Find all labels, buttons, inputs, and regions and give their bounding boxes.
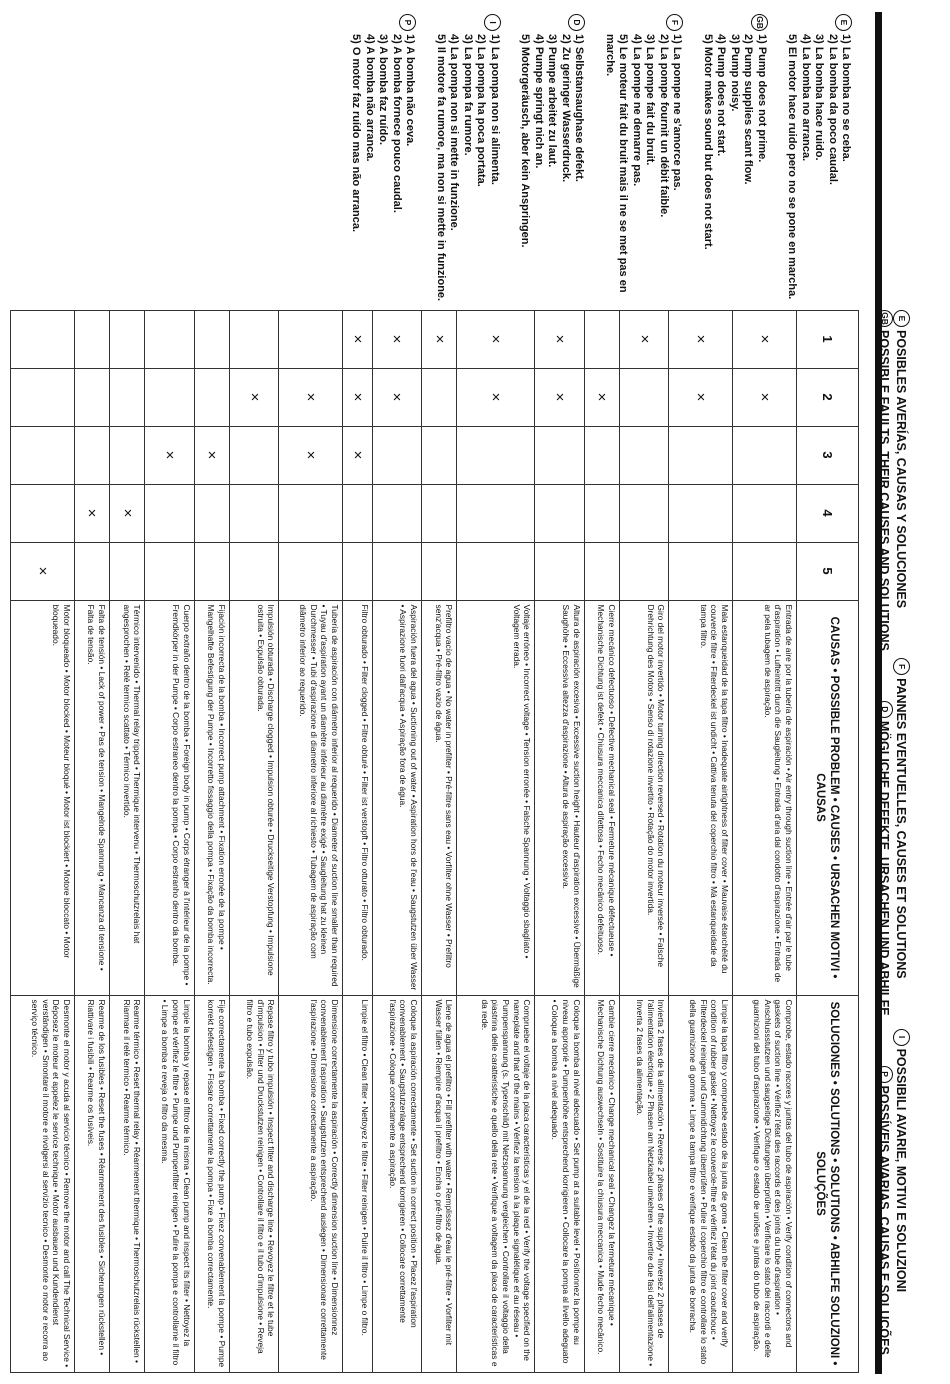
mark-cell (372, 484, 421, 542)
cross-mark: × (487, 392, 505, 402)
language-code-badge: D (876, 701, 893, 718)
cross-mark: × (302, 392, 320, 402)
mark-cell (343, 310, 373, 368)
mark-cell (145, 426, 194, 484)
title-segment (876, 1066, 893, 1355)
cross-mark: × (348, 450, 366, 460)
mark-cell (145, 310, 194, 368)
title-text: POSSÍVEIS AVARIAS, CAUSAS E SOLUÇÕES (877, 1085, 892, 1355)
cause-text: Cierre mecánico defectuoso • Defective mechanical seal • Fermeture mécanique défectueuse • Mechanische Dichtung ist defekt • Chiusura meccanica difettosa • Fecho mecânico defeituoso. (584, 600, 619, 995)
cross-mark: × (550, 392, 568, 402)
problem-item: 5) O motor faz ruído mas não arranca. (350, 34, 363, 233)
mark-cell (110, 542, 145, 600)
mark-cell (457, 368, 535, 426)
problem-item: 3) Pumpe arbeitet zu laut. (546, 34, 559, 168)
language-code-badge: D (568, 14, 585, 31)
mark-cell (584, 310, 619, 368)
problem-item: 1) Pump does not prime. (755, 34, 768, 163)
solution-text: Llene de agua el prefiltro • Fill prefilter with water • Remplissez d'eau le pré-filtre • Vorfilter mit Wasser füllen • Riempire d'acqua il prefiltro • Encha o pré-filtro de água. (422, 995, 457, 1372)
mark-cell (457, 542, 535, 600)
cause-text: Motor bloqueado • Motor blocked • Moteur bloqué • Motor ist blockiert • Motore bloccato • Motor bloqueado. (11, 600, 75, 995)
problem-item: 3) La pompe fait du bruit. (644, 34, 657, 166)
mark-cell (229, 484, 278, 542)
cross-mark: × (388, 334, 406, 344)
mark-cell (457, 310, 535, 368)
cross-mark: × (203, 450, 221, 460)
problem-item: 2) La pompe fournit un débit faible. (657, 34, 670, 218)
title-text: PANNES EVENTUELLES, CAUSES ET SOLUTIONS (894, 678, 909, 979)
mark-cell (422, 542, 457, 600)
solution-text: Desmonte el motor y acuda al servicio técnico • Remove the motor and call The Technical Service • Déposez le moteur et appelez le service technique • Motor ausbauen und Kundendienst verständigen • Smontare il motore e rivolgersi al servizio tecnico • Desmonte o motor e recorra ao serviço técnico. (11, 995, 75, 1372)
mark-cell (584, 426, 619, 484)
title-row (858, 10, 910, 1372)
mark-cell (279, 484, 343, 542)
mark-cell (343, 542, 373, 600)
cause-text: Tubería de aspiración con diámetro inferior al requerido • Diameter of suction line smaller than required • Tuyau d'aspiration ayant un diamètre inférieur au diamètre exigé • Saugleitung hat zu kleinen Durchmesser • Tubi d'aspirazione di diametro inferiore al richiesto • Tubagem de aspiração com diâmetro inferior ao requerido. (279, 600, 343, 995)
problem-item: 4) La bomba no arranca. (799, 34, 812, 162)
title-segment (893, 1029, 910, 1293)
solution-text: Rearme de los fusibles • Reset the fuses • Réarmement des fusibles • Sicherungen rückstellen • Riattivare i fusibili • Rearme os fusíveis. (74, 995, 109, 1372)
solution-text: Rearme térmico • Reset thermal relay • Réarmement thermique • Thermoschutzrelais rückstellen • Riarmare il relè termico • Rearme térmico. (110, 995, 145, 1372)
title-segment (876, 701, 893, 1016)
solution-text: Coloque la aspiración correctamente • Set suction in correct position • Placez l'aspiration convenablement • Saugstutzenlage entsprechend korrigieren • Collocare correttamente l'aspirazione • Coloque correctamente a aspiração. (372, 995, 421, 1372)
mark-cell (457, 484, 535, 542)
language-code-badge: I (893, 1029, 910, 1046)
solution-text: Dimensione correctamente la aspiración • Correctly dimension suction line • Dimensionnez convenablement l'aspiration • Saugstutzen entsprechend auslegen • Dimensionare correttamente l'aspirazione • Dimensione correctamente a aspiração. (279, 995, 343, 1372)
language-code-badge: E (835, 14, 852, 31)
mark-cell (372, 310, 421, 368)
mark-cell (619, 368, 668, 426)
problem-item: 2) Zu geringer Wasserdruck. (559, 34, 572, 183)
problem-item: 5) Motorgeräusch, aber kein Anspringen. (519, 34, 532, 248)
cross-mark: × (83, 508, 101, 518)
problem-items (349, 34, 417, 306)
cause-text: Filtro obturado • Filter clogged • Filtre obturé • Filter ist verstopft • Filtro otturato • Filtro obturado. (343, 600, 373, 995)
mark-cell (733, 542, 797, 600)
mark-cell (669, 542, 733, 600)
mark-cell (110, 484, 145, 542)
mark-cell (194, 368, 229, 426)
solution-text: Compruebe el voltaje de la placa características y el de la red • Verify the voltage specified on the nameplate and that of the mains • Vérifiez la tension à la plaque signalétique et au réseau • Pumpenspannung (s. Typenschild) mit Netzspannung vergleichen • Controllare il voltaggio della piastrina delle caratteristiche e quello della rete • Verifique a voltagem da placa de características e da rede. (457, 995, 535, 1372)
mark-cell (74, 310, 109, 368)
problem-item: 5) El motor hace ruido pero no se pone en marcha. (786, 34, 799, 300)
mark-cell (584, 542, 619, 600)
problem-item: 4) La pompe ne demarre pas. (630, 34, 643, 187)
column-number-1: 1 (796, 310, 858, 368)
problem-items (518, 34, 586, 306)
mark-cell (584, 484, 619, 542)
mark-cell (194, 484, 229, 542)
problem-language-block (433, 14, 501, 306)
problem-items (433, 34, 501, 306)
mark-cell (619, 426, 668, 484)
mark-cell (669, 484, 733, 542)
mark-cell (194, 310, 229, 368)
cause-text: Altura de aspiración excesiva • Excessive suction height • Hauteur d'aspiration excessive • Übermäßige Saughöhe • Eccessiva altezza d'aspirazione • Altura de aspiração excessiva. (535, 600, 584, 995)
causes-header: CAUSAS • POSSIBLE PROBLEM • CAUSES • URSACHEN MOTIVI • CAUSAS (796, 600, 858, 995)
problem-item: 1) La bomba no se ceba. (840, 34, 853, 162)
mark-cell (279, 426, 343, 484)
mark-cell (110, 368, 145, 426)
header-row (796, 10, 858, 1372)
title-text: POSSIBILI AVARIE, MOTIVI E SOLUZIONI (894, 1048, 909, 1293)
cross-mark: × (755, 392, 773, 402)
mark-cell (422, 484, 457, 542)
cross-mark: × (635, 334, 653, 344)
mark-cell (11, 426, 75, 484)
problem-item: 5) Le moteur fait du bruit mais il ne se met pas en marche. (603, 34, 630, 293)
language-code-badge: P (876, 1066, 893, 1083)
cross-mark: × (118, 508, 136, 518)
cross-mark: × (755, 334, 773, 344)
cause-text: Cuerpo extraño dentro de la bomba • Foreign body in pump • Corps étranger à l'intérieur de la pompe • Fremdkörper in der Pumpe • Corpo estraneo dentro la pompa • Corpo estranho dentro da bomba. (145, 600, 194, 995)
column-number-2: 2 (796, 368, 858, 426)
mark-cell (669, 426, 733, 484)
mark-cell (229, 368, 278, 426)
mark-cell (74, 484, 109, 542)
mark-cell (229, 542, 278, 600)
mark-cell (372, 368, 421, 426)
table-title (858, 310, 910, 1372)
problem-item: 2) La bomba da poco caudal. (826, 34, 839, 185)
mark-cell (11, 310, 75, 368)
mark-cell (733, 484, 797, 542)
mark-cell (279, 542, 343, 600)
title-spacer (858, 10, 910, 310)
problem-language-block (785, 14, 853, 306)
problem-item: 4) A bomba não arranca. (363, 34, 376, 162)
troubleshooting-table (10, 10, 910, 1373)
mark-cell (372, 542, 421, 600)
problem-language-block (518, 14, 586, 306)
solution-text: Limpie el filtro • Clean filter • Nettoyez le filtre • Filter reinigen • Pulire il filtro • Limpe o filtro. (343, 995, 373, 1372)
cross-mark: × (593, 392, 611, 402)
mark-cell (619, 310, 668, 368)
problem-item: 1) La pompe ne s'amorce pas. (671, 34, 684, 191)
cross-mark: × (302, 450, 320, 460)
cross-mark: × (487, 334, 505, 344)
column-number-5: 5 (796, 542, 858, 600)
title-line (893, 310, 910, 1372)
solution-text: Fije correctamente la bomba • Fixed correctly the pump • Fixez convenablement la pompe • Pumpe korrekt befestigen • Fissare correttamente la pompa • Fixe a bomba correctamente. (194, 995, 229, 1372)
mark-cell (74, 426, 109, 484)
cross-mark: × (388, 392, 406, 402)
mark-cell (279, 368, 343, 426)
problem-item: 1) La pompa non si alimenta. (488, 34, 501, 185)
column-number-3: 3 (796, 426, 858, 484)
problem-language-block (349, 14, 417, 306)
cross-mark: × (348, 392, 366, 402)
problem-item: 4) Pumpe springt nich an. (532, 34, 545, 169)
language-code-badge: GB (876, 310, 893, 327)
mark-cell (535, 368, 584, 426)
mark-cell (229, 426, 278, 484)
problem-item: 5) Motor makes sound but does not start. (701, 34, 714, 250)
mark-cell (535, 426, 584, 484)
problem-item: 2) La pompa ha poca portata. (475, 34, 488, 187)
title-text: MÖGLICHE DEFEKTE, URSACHEN UND ABHILFE (877, 720, 892, 1016)
cross-mark: × (160, 450, 178, 460)
cross-mark: × (348, 334, 366, 344)
cross-mark: × (692, 334, 710, 344)
mark-cell (11, 368, 75, 426)
language-code-badge: I (484, 14, 501, 31)
mark-cell (422, 310, 457, 368)
title-text: POSSIBLE FAULTS, THEIR CAUSES AND SOLUTIONS (877, 330, 892, 651)
cause-text: Térmico intervenido • Thermal relay tripped • Thermique intervenu • Thermoschutzrelais hat angesprochen • Relè termico scattato • Térmico invertido. (110, 600, 145, 995)
column-number-4: 4 (796, 484, 858, 542)
problem-list (11, 10, 859, 310)
mark-cell (457, 426, 535, 484)
language-code-badge: GB (751, 14, 768, 31)
mark-cell (733, 368, 797, 426)
problem-items (785, 34, 853, 306)
mark-cell (343, 426, 373, 484)
mark-cell (535, 310, 584, 368)
title-text: POSIBLES AVERÍAS, CAUSAS Y SOLUCIONES (894, 330, 909, 609)
title-line (876, 310, 893, 1372)
solution-text: Limpie la bomba y repase el filtro de la misma • Clean pump and inspect its filter • Nettoyez la pompe et vérifiez le filtre • Pumpe und Pumpenfilter reinigen • Pulire la pompa e controllarne il filtro • Limpe a bomba e reveja o filtro da mesma. (145, 995, 194, 1372)
solution-text: Limpie la tapa filtro y compruebe estado de la junta de goma • Clean the filter cover and verify condition of rubber gasket • Nettoyez le couvercle-filtre et vérifiez l'état du joint caoutchouc • Filterdeckel reinigen und Gummidichtung überprüfen • Pulire il coperchio filtro e controllare lo stato della guarnizione di gomma • Limpe a tampa filtro e verifique estado da junta de borracha. (669, 995, 733, 1372)
mark-cell (535, 484, 584, 542)
mark-cell (194, 542, 229, 600)
solution-text: Coloque la bomba al nivel adecuado • Set pump at a suitable level • Positionnez la pompe au niveau approprié • Pumpenhöhe entsprechend korrigieren • Collocare la pompa al livello adeguato • Coloque a bomba a nível adequado. (535, 995, 584, 1372)
cause-text: Impulsión obturada • Discharge clogged • Impulsion obturée • Druckseitige Verstopfung • Impulsione ostruita • Expulsão obturada. (229, 600, 278, 995)
cause-text: Voltaje erróneo • Incorrect voltage • Tension erronée • Falsche Spannung • Voltaggio sbagliato • Voltagem errada. (457, 600, 535, 995)
mark-cell (74, 368, 109, 426)
cause-text: Entrada de aire por la tubería de aspiración • Air entry through suction line • Entrée d'air par le tube d'aspiration • Lufteintritt durch die Saugleitung • Entrada d'aria dal condotto d'aspirazione • Entrada de ar pela tubagem de aspiração. (733, 600, 797, 995)
mark-cell (422, 426, 457, 484)
problem-item: 4) Pump does not start. (715, 34, 728, 157)
mark-cell (194, 426, 229, 484)
cause-text: Mala estanqueidad de la tapa filtro • Inadequate airtightness of filter cover • Mauvaise étanchéité du couvercle filtre • Filterdeckel ist undicht • Cattiva tenuta del coperchio filtro • Má estanqueidade da tampa filtro. (669, 600, 733, 995)
problem-item: 1) Selbstansaughase defekt. (573, 34, 586, 182)
mark-cell (11, 484, 75, 542)
cause-text: Fijación incorrecta de la bomba • Incorrect pump attachment • Fixation erronée de la pompe • Mangelhafte Befestigung der Pumpe • Incorretto fissaggio della pompa • Fixação da bomba incorrecta. (194, 600, 229, 995)
mark-cell (343, 368, 373, 426)
mark-cell (584, 368, 619, 426)
language-code-badge: E (893, 310, 910, 327)
problem-language-block (700, 14, 768, 306)
cause-text: Aspiración fuera del agua • Suctioning out of water • Aspiration hors de l'eau • Saugstutzen über Wasser • Aspirazione fuori dall'acqua • Aspiração fora de água. (372, 600, 421, 995)
solution-text: Repase filtro y tubo impulsión • Inspect filter and discharge line • Revoyez le filtre et le tube d'impulsion • Filter und Druckstutzen reinigen • Controllare il filtro e il tubo d'impulsione • Reveja filtro e tubo expulsão. (229, 995, 278, 1372)
cross-mark: × (692, 392, 710, 402)
mark-cell (669, 368, 733, 426)
mark-cell (343, 484, 373, 542)
solution-text: Comprobe, estado racores y juntas del tubo de aspiración • Verify condition of connectors and gaskets of suction line • Vérifiez l'état des raccords et des joints du tube d'aspiration • Anschlussstutzen und saugseitige Dichtungen überprüfen • Verificare lo stato dei raccordi e delle guarnizioni del tubo d'aspirazione • Verifique o estado de uniões e juntas do tubo de aspiração. (733, 995, 797, 1372)
solution-text: Cambie cierre mecánico • Change mechanical seal • Changez la fermeture mécanique • Mechanische Dichtung auswechseln • Sostituire la chiusura meccanica • Mude fecho mecânico. (584, 995, 619, 1372)
mark-cell (619, 542, 668, 600)
problem-item: 1) A bomba não ceva. (404, 34, 417, 147)
mark-cell (110, 426, 145, 484)
problem-language-block (602, 14, 683, 306)
mark-cell (372, 426, 421, 484)
mark-cell (145, 368, 194, 426)
title-segment (876, 310, 893, 651)
cause-text: Giro del motor invertido • Motor turning direction reversed • Rotation du moteur inversée • Falsche Drehrichtung des Motors • Senso di rotazione invertito • Rotação do motor invertida. (619, 600, 668, 995)
mark-cell (145, 542, 194, 600)
mark-cell (110, 310, 145, 368)
language-code-badge: F (666, 14, 683, 31)
language-code-badge: F (893, 658, 910, 675)
mark-cell (669, 310, 733, 368)
problem-items (700, 34, 768, 306)
mark-cell (145, 484, 194, 542)
mark-cell (279, 310, 343, 368)
solutions-header: SOLUCIONES • SOLUTIONS • SOLUTIONS • ABHILFE SOLUZIONI • SOLUÇÕES (796, 995, 858, 1372)
mark-cell (11, 542, 75, 600)
title-segment (893, 658, 910, 979)
language-code-badge: P (399, 14, 416, 31)
problem-item: 3) A bomba faz ruído. (377, 34, 390, 146)
mark-cell (535, 542, 584, 600)
cross-mark: × (245, 392, 263, 402)
problem-item: 3) La bomba hace ruido. (813, 34, 826, 161)
mark-cell (733, 310, 797, 368)
cross-mark: × (430, 334, 448, 344)
title-segment (893, 310, 910, 608)
problem-item: 2) A bomba fornece pouco caudal. (390, 34, 403, 213)
problem-item: 5) Il motore fa rumore, ma non si mette in funzione. (434, 34, 447, 302)
problem-item: 2) Pump supplies scant flow. (742, 34, 755, 185)
mark-cell (733, 426, 797, 484)
mark-cell (422, 368, 457, 426)
problem-item: 3) Pump noisy. (728, 34, 741, 112)
problem-item: 4) La pompa non si mette in funzione. (448, 34, 461, 231)
mark-cell (619, 484, 668, 542)
problem-item: 3) La pompa fa rumore. (461, 34, 474, 156)
problem-items (602, 34, 683, 306)
cause-text: Falta de tensión • Lack of power • Pas de tension • Mangelnde Spannung • Mancanza di tensione • Falta de tensão. (74, 600, 109, 995)
solution-text: Invierta 2 fases de la alimentación • Reverse 2 phases of the supply • Inversez 2 phases de l'alimentation électrique • 2 Phasen am Netzkabel umkehren • Invertire due fasi dell'alimentazione • Inverta 2 fases da alimentação. (619, 995, 668, 1372)
cause-text: Prefiltro vacío de agua • No water in prefilter • Pré-filtre sans eau • Vorfilter ohne Wasser • Prefiltro senz'acqua • Pré-filtro vazio de água. (422, 600, 457, 995)
mark-cell (229, 310, 278, 368)
cross-mark: × (550, 334, 568, 344)
mark-cell (74, 542, 109, 600)
cross-mark: × (33, 566, 51, 576)
